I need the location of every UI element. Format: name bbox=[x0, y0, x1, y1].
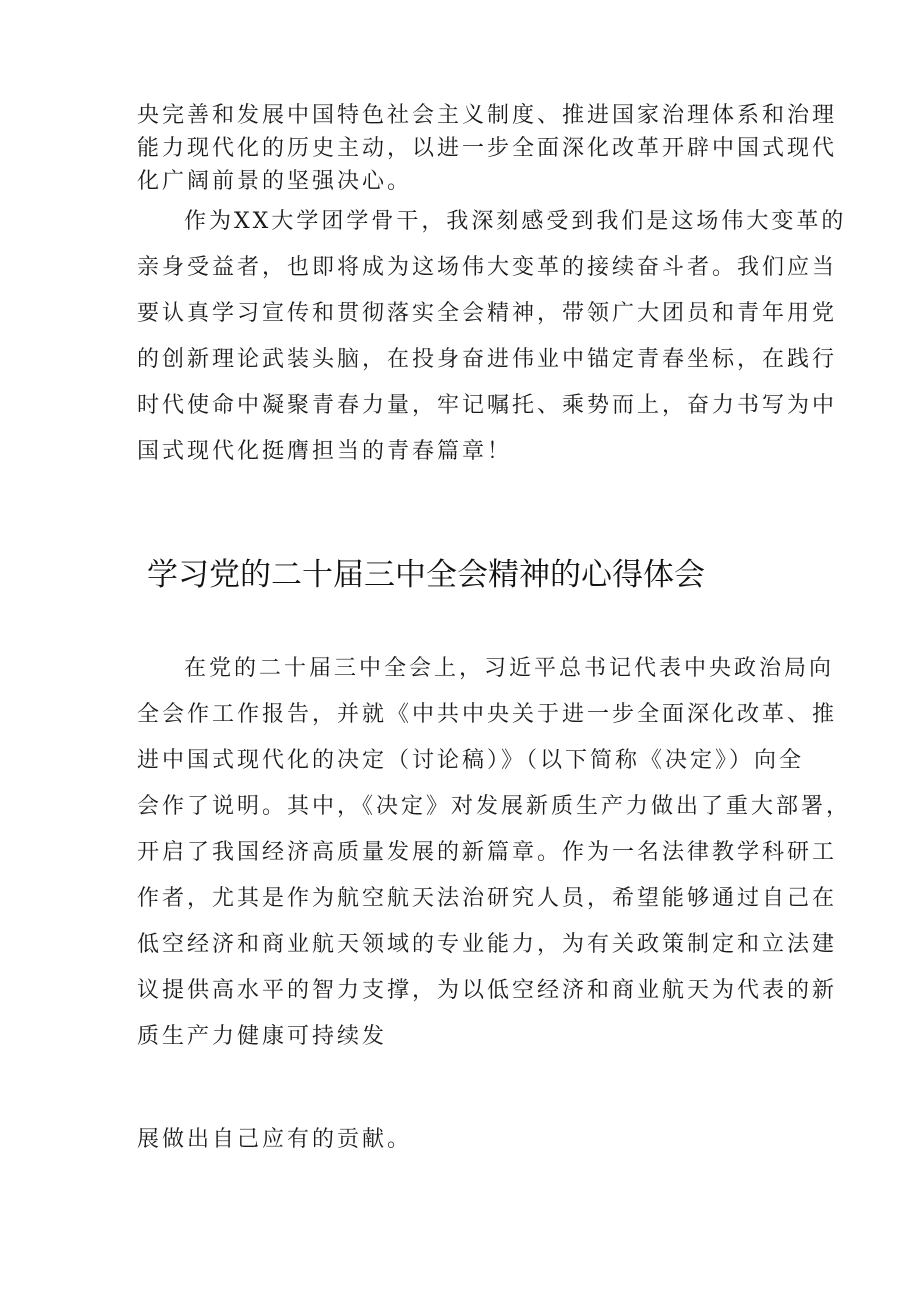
document-heading: 学习党的二十届三中全会精神的心得体会 bbox=[147, 557, 705, 593]
text-line: 会作了说明。其中，《决定》对发展新质生产力做出了重大部署， bbox=[137, 794, 852, 819]
text-line: 的创新理论武装头脑，在投身奋进伟业中锚定青春坐标，在践行 bbox=[137, 347, 838, 372]
text-line: 要认真学习宣传和贯彻落实全会精神，带领广大团员和青年用党 bbox=[137, 301, 838, 326]
text-line: 作为XX大学团学骨干，我深刻感受到我们是这场伟大变革的 bbox=[184, 209, 847, 234]
text-line: 开启了我国经济高质量发展的新篇章。作为一名法律教学科研工 bbox=[137, 840, 838, 865]
text-line: 进中国式现代化的决定（讨论稿）》（以下简称《决定》）向全 bbox=[137, 748, 805, 773]
text-line: 国式现代化挺膺担当的青春篇章！ bbox=[137, 439, 513, 464]
text-line: 央完善和发展中国特色社会主义制度、推进国家治理体系和治理 bbox=[137, 103, 838, 128]
text-line: 时代使命中凝聚青春力量，牢记嘱托、乘势而上，奋力书写为中 bbox=[137, 393, 838, 418]
text-line: 作者，尤其是作为航空航天法治研究人员，希望能够通过自己在 bbox=[137, 886, 838, 911]
text-line: 亲身受益者，也即将成为这场伟大变革的接续奋斗者。我们应当 bbox=[137, 255, 838, 280]
text-line: 低空经济和商业航天领域的专业能力，为有关政策制定和立法建 bbox=[137, 932, 838, 957]
text-line: 议提供高水平的智力支撑，为以低空经济和商业航天为代表的新 bbox=[137, 978, 838, 1003]
text-line: 在党的二十届三中全会上，习近平总书记代表中央政治局向 bbox=[184, 656, 835, 681]
text-line: 全会作工作报告，并就《中共中央关于进一步全面深化改革、推 bbox=[137, 702, 838, 727]
text-line: 能力现代化的历史主动，以进一步全面深化改革开辟中国式现代 bbox=[137, 136, 838, 161]
text-line: 化广阔前景的坚强决心。 bbox=[137, 169, 413, 194]
text-line: 展做出自己应有的贡献。 bbox=[137, 1127, 413, 1152]
text-line: 质生产力健康可持续发 bbox=[137, 1024, 388, 1049]
